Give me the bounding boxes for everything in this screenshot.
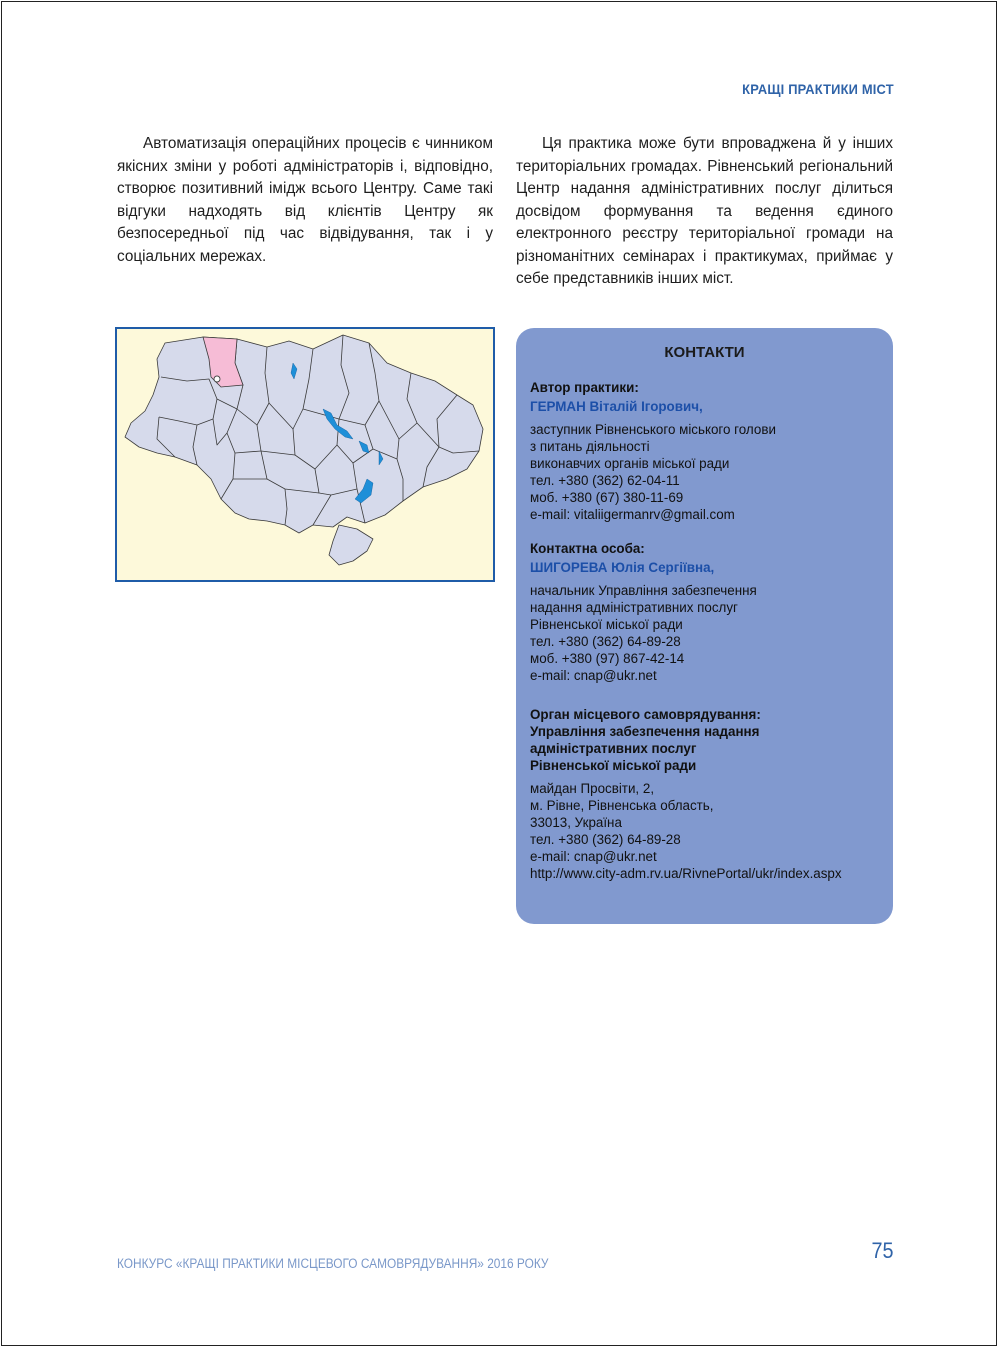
section-header: КРАЩІ ПРАКТИКИ МІСТ xyxy=(742,81,894,97)
left-column xyxy=(117,133,493,268)
organization-details xyxy=(530,780,879,882)
contact-mobile: моб. +380 (97) 867-42-14 xyxy=(530,651,685,666)
map-rivne-marker xyxy=(214,376,220,382)
organization-label-line: Управління забезпечення надання xyxy=(530,724,760,739)
ukraine-map xyxy=(115,327,495,582)
author-email: e-mail: vitaliigermanrv@gmail.com xyxy=(530,507,735,522)
organization-email: e-mail: cnap@ukr.net xyxy=(530,849,657,864)
contacts-panel xyxy=(516,328,893,924)
author-line: з питань діяльності xyxy=(530,439,650,454)
contact-details xyxy=(530,582,879,684)
organization-website-link[interactable]: http://www.city-adm.rv.ua/RivnePortal/ukr/index.aspx xyxy=(530,866,842,881)
right-paragraph: Ця практика може бути впроваджена й у інших територіальних громадах. Рівненський регіональний Центр надання адміністративних послуг ділиться досвідом формування та ведення єдиного електронного реєстру територіальної громади на різноманітних семінарах і практикумах, приймає у себе представників інших міст. xyxy=(516,135,893,287)
organization-label xyxy=(530,706,879,774)
contact-name: ШИГОРЕВА Юлія Сергіївна, xyxy=(530,560,715,575)
page-number: 75 xyxy=(870,1238,893,1263)
left-paragraph: Автоматизація операційних процесів є чинником якісних зміни у роботі адміністраторів і, відповідно, створює позитивний імідж всього Центру. Саме такі відгуки надходять від клієнтів Центру як безпосередньої під час відвідування, так і у соціальних мережах. xyxy=(117,135,493,265)
organization-phone: тел. +380 (362) 64-89-28 xyxy=(530,832,681,847)
author-phone: тел. +380 (362) 62-04-11 xyxy=(530,473,680,488)
author-details xyxy=(530,421,879,523)
contact-line: Рівненської міської ради xyxy=(530,617,683,632)
author-mobile: моб. +380 (67) 380-11-69 xyxy=(530,490,684,505)
organization-label-line: Рівненської міської ради xyxy=(530,758,697,773)
organization-label-line: адміністративних послуг xyxy=(530,741,697,756)
organization-address: майдан Просвіти, 2, xyxy=(530,781,655,796)
contact-email: e-mail: cnap@ukr.net xyxy=(530,668,657,683)
author-line: заступник Рівненського міського голови xyxy=(530,422,776,437)
contact-label: Контактна особа: xyxy=(530,541,645,556)
contact-person-block xyxy=(530,540,879,684)
map-crimea xyxy=(329,525,373,565)
author-label: Автор практики: xyxy=(530,380,639,395)
ukraine-map-graphic xyxy=(117,329,493,580)
footer-contest-text: КОНКУРС «КРАЩІ ПРАКТИКИ МІСЦЕВОГО САМОВРЯДУВАННЯ» 2016 РОКУ xyxy=(117,1256,549,1271)
author-block xyxy=(530,379,879,523)
contact-line: надання адміністративних послуг xyxy=(530,600,738,615)
author-name: ГЕРМАН Віталій Ігорович, xyxy=(530,399,703,414)
organization-address: м. Рівне, Рівненська область, xyxy=(530,798,714,813)
organization-block xyxy=(530,706,879,882)
contact-phone: тел. +380 (362) 64-89-28 xyxy=(530,634,681,649)
contacts-title: КОНТАКТИ xyxy=(664,344,745,361)
map-country-outline xyxy=(125,335,483,533)
organization-address: 33013, Україна xyxy=(530,815,622,830)
author-line: виконавчих органів міської ради xyxy=(530,456,730,471)
right-column xyxy=(516,133,893,291)
contact-line: начальник Управління забезпечення xyxy=(530,583,757,598)
organization-label-line: Орган місцевого самоврядування: xyxy=(530,707,761,722)
map-regions xyxy=(125,335,483,565)
